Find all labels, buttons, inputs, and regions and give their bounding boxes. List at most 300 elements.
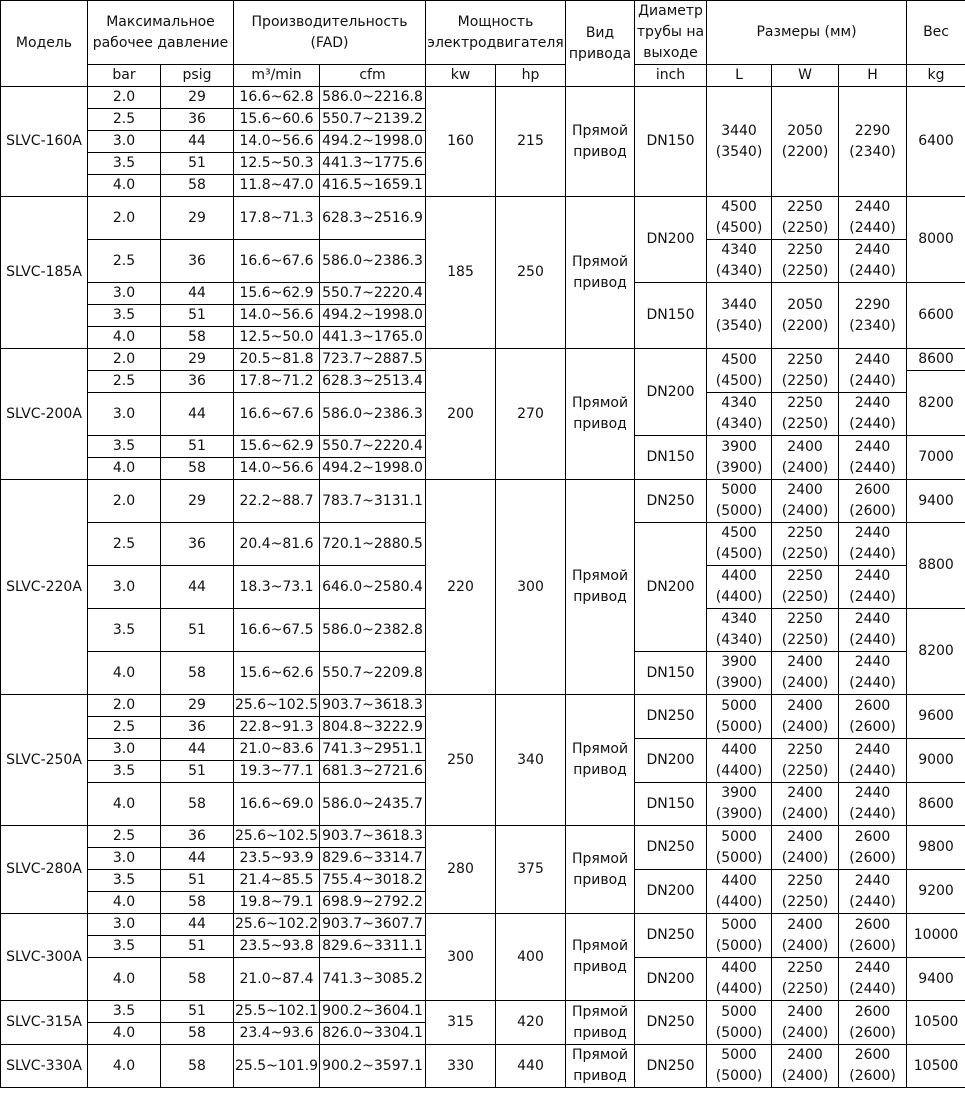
model-name: SLVC-200A xyxy=(1,349,88,480)
dim-width-alt-value: (2250) xyxy=(781,893,829,910)
fad-cfm: 416.5~1659.1 xyxy=(320,175,426,197)
pressure-bar: 3.5 xyxy=(88,936,161,958)
dim-height-alt-value: (2440) xyxy=(849,762,896,779)
dim-height-value: 2440 xyxy=(854,872,891,889)
dim-height-value: 2600 xyxy=(854,482,891,498)
dim-width xyxy=(772,958,839,1001)
pressure-bar: 3.0 xyxy=(88,393,161,436)
dim-length xyxy=(707,958,772,1001)
pressure-psig: 44 xyxy=(161,566,234,609)
dim-height-value: 2290 xyxy=(854,122,891,139)
fad-cfm: 550.7~2209.8 xyxy=(320,652,426,695)
unit-width: W xyxy=(772,65,839,87)
table-row xyxy=(1,349,965,371)
pressure-bar: 3.5 xyxy=(88,305,161,327)
model-name: SLVC-330A xyxy=(1,1045,88,1088)
dim-height xyxy=(839,87,907,197)
dim-height xyxy=(839,783,907,826)
pressure-bar: 4.0 xyxy=(88,175,161,197)
dim-length-value: 4400 xyxy=(721,960,757,976)
header-power: Мощность электродвигателя xyxy=(426,1,566,65)
dim-height-alt-value: (2440) xyxy=(849,806,896,822)
pressure-psig: 36 xyxy=(161,826,234,848)
dim-width-value: 2250 xyxy=(787,741,823,758)
dim-width xyxy=(772,783,839,826)
fad-cfm: 586.0~2386.3 xyxy=(320,240,426,283)
model-name: SLVC-280A xyxy=(1,826,88,914)
dim-height-alt-value: (2600) xyxy=(849,1068,896,1084)
drive-type: Прямой привод xyxy=(566,87,635,197)
fad-m3min: 14.0~56.6 xyxy=(234,131,320,153)
pressure-psig: 58 xyxy=(161,652,234,695)
fad-cfm: 494.2~1998.0 xyxy=(320,131,426,153)
fad-cfm: 586.0~2382.8 xyxy=(320,609,426,652)
dim-width-alt-value: (2250) xyxy=(781,372,829,389)
dim-height-alt-value: (2440) xyxy=(849,589,896,605)
weight-kg: 9000 xyxy=(907,739,965,783)
dim-width-value: 2050 xyxy=(787,122,823,139)
dim-height xyxy=(839,240,907,283)
dim-length-alt-value: (3900) xyxy=(715,806,763,822)
dim-width-alt-value: (2400) xyxy=(781,718,829,735)
dim-height xyxy=(839,914,907,958)
unit-psig: psig xyxy=(161,65,234,87)
dim-width xyxy=(772,240,839,283)
fad-cfm: 741.3~3085.2 xyxy=(320,958,426,1001)
dim-length-value: 4400 xyxy=(721,568,757,584)
dim-height-value: 2440 xyxy=(854,395,891,411)
table-row xyxy=(1,87,965,109)
pressure-bar: 4.0 xyxy=(88,892,161,914)
dim-width-value: 2250 xyxy=(787,525,823,541)
dim-length xyxy=(707,523,772,566)
unit-m3min: m³/min xyxy=(234,65,320,87)
dim-width-alt-value: (2250) xyxy=(781,632,829,648)
model-name: SLVC-315A xyxy=(1,1001,88,1045)
pipe-diameter: DN250 xyxy=(635,1045,707,1088)
pressure-bar: 2.0 xyxy=(88,695,161,717)
drive-type: Прямой привод xyxy=(566,349,635,480)
dim-height xyxy=(839,958,907,1001)
dim-height-value: 2440 xyxy=(854,568,891,584)
fad-cfm: 550.7~2139.2 xyxy=(320,109,426,131)
drive-type: Прямой привод xyxy=(566,480,635,695)
dim-width-value: 2250 xyxy=(787,242,823,258)
pressure-bar: 4.0 xyxy=(88,1045,161,1088)
pressure-psig: 29 xyxy=(161,87,234,109)
dim-width-alt-value: (2400) xyxy=(781,937,829,954)
fad-cfm: 720.1~2880.5 xyxy=(320,523,426,566)
dim-height xyxy=(839,523,907,566)
pipe-diameter: DN250 xyxy=(635,826,707,870)
dim-length-alt-value: (5000) xyxy=(715,937,763,954)
drive-type: Прямой привод xyxy=(566,695,635,826)
drive-type: Прямой привод xyxy=(566,197,635,349)
dim-length xyxy=(707,436,772,480)
pressure-psig: 36 xyxy=(161,523,234,566)
pressure-psig: 44 xyxy=(161,914,234,936)
pressure-bar: 3.0 xyxy=(88,914,161,936)
dim-width-value: 2250 xyxy=(787,960,823,976)
fad-cfm: 550.7~2220.4 xyxy=(320,436,426,458)
dim-height xyxy=(839,436,907,480)
dim-height-value: 2440 xyxy=(854,351,891,368)
fad-m3min: 17.8~71.3 xyxy=(234,197,320,240)
model-name: SLVC-300A xyxy=(1,914,88,1001)
pressure-bar: 3.0 xyxy=(88,131,161,153)
dim-width-value: 2400 xyxy=(787,828,823,845)
pipe-diameter: DN150 xyxy=(635,87,707,197)
dim-length xyxy=(707,349,772,393)
unit-hp: hp xyxy=(496,65,566,87)
pressure-bar: 3.5 xyxy=(88,1001,161,1023)
dim-width xyxy=(772,695,839,739)
dim-width xyxy=(772,197,839,240)
fad-cfm: 586.0~2435.7 xyxy=(320,783,426,826)
power-hp: 300 xyxy=(496,480,566,695)
dim-height-alt-value: (2600) xyxy=(849,937,896,954)
dim-length-value: 4500 xyxy=(721,525,757,541)
weight-kg: 10000 xyxy=(907,914,965,958)
pressure-psig: 51 xyxy=(161,761,234,783)
dim-length-alt-value: (4400) xyxy=(715,762,763,779)
header-pressure: Максимальное рабочее давление xyxy=(88,1,234,65)
dim-width-value: 2250 xyxy=(787,351,823,368)
dim-length-value: 3900 xyxy=(721,785,757,801)
dim-height-alt-value: (2440) xyxy=(849,546,896,562)
unit-height: H xyxy=(839,65,907,87)
fad-m3min: 15.6~62.6 xyxy=(234,652,320,695)
pressure-psig: 44 xyxy=(161,393,234,436)
dim-length xyxy=(707,826,772,870)
fad-m3min: 21.0~83.6 xyxy=(234,739,320,761)
table-row xyxy=(1,914,965,936)
pipe-diameter: DN200 xyxy=(635,349,707,436)
fad-cfm: 494.2~1998.0 xyxy=(320,305,426,327)
fad-m3min: 12.5~50.0 xyxy=(234,327,320,349)
dim-height-alt-value: (2600) xyxy=(849,503,896,519)
dim-width-value: 2400 xyxy=(787,654,823,670)
dim-length-value: 3900 xyxy=(721,654,757,670)
fad-cfm: 755.4~3018.2 xyxy=(320,870,426,892)
dim-height-value: 2600 xyxy=(854,828,891,845)
header-pipe: Диаметр трубы на выходе xyxy=(635,1,707,65)
dim-width-value: 2250 xyxy=(787,568,823,584)
dim-height-alt-value: (2340) xyxy=(849,143,896,160)
dim-height-value: 2440 xyxy=(854,960,891,976)
dim-height xyxy=(839,609,907,652)
dim-height-alt-value: (2440) xyxy=(849,263,896,279)
fad-cfm: 586.0~2216.8 xyxy=(320,87,426,109)
pressure-bar: 3.0 xyxy=(88,739,161,761)
fad-cfm: 441.3~1765.0 xyxy=(320,327,426,349)
power-kw: 315 xyxy=(426,1001,496,1045)
dim-height xyxy=(839,695,907,739)
pressure-bar: 4.0 xyxy=(88,458,161,480)
table-row xyxy=(1,1001,965,1023)
dim-width xyxy=(772,870,839,914)
fad-m3min: 16.6~67.5 xyxy=(234,609,320,652)
pressure-psig: 58 xyxy=(161,458,234,480)
dim-width xyxy=(772,826,839,870)
dim-height-alt-value: (2440) xyxy=(849,893,896,910)
power-hp: 400 xyxy=(496,914,566,1001)
model-name: SLVC-250A xyxy=(1,695,88,826)
fad-m3min: 25.6~102.2 xyxy=(234,914,320,936)
fad-m3min: 22.8~91.3 xyxy=(234,717,320,739)
pipe-diameter: DN250 xyxy=(635,695,707,739)
dim-width xyxy=(772,87,839,197)
pressure-psig: 29 xyxy=(161,197,234,240)
dim-height xyxy=(839,480,907,523)
dim-height-value: 2440 xyxy=(854,654,891,670)
header-dims: Размеры (мм) xyxy=(707,1,907,65)
dim-length xyxy=(707,283,772,349)
power-kw: 220 xyxy=(426,480,496,695)
dim-width-value: 2250 xyxy=(787,395,823,411)
power-hp: 375 xyxy=(496,826,566,914)
dim-length-alt-value: (3900) xyxy=(715,459,763,476)
dim-length-value: 3440 xyxy=(721,296,757,313)
dim-height xyxy=(839,283,907,349)
fad-cfm: 723.7~2887.5 xyxy=(320,349,426,371)
dim-width xyxy=(772,393,839,436)
dim-length-alt-value: (4340) xyxy=(715,416,763,432)
dim-height xyxy=(839,566,907,609)
dim-length-value: 4340 xyxy=(721,242,757,258)
fad-cfm: 628.3~2513.4 xyxy=(320,371,426,393)
pipe-diameter: DN150 xyxy=(635,783,707,826)
dim-width xyxy=(772,1001,839,1045)
dim-height xyxy=(839,739,907,783)
dim-height-alt-value: (2600) xyxy=(849,1024,896,1041)
dim-height xyxy=(839,197,907,240)
fad-cfm: 741.3~2951.1 xyxy=(320,739,426,761)
weight-kg: 9200 xyxy=(907,870,965,914)
dim-width-alt-value: (2250) xyxy=(781,416,829,432)
dim-height-alt-value: (2440) xyxy=(849,675,896,691)
dim-length-alt-value: (3540) xyxy=(715,317,763,334)
pressure-psig: 58 xyxy=(161,1045,234,1088)
fad-m3min: 14.0~56.6 xyxy=(234,458,320,480)
fad-cfm: 783.7~3131.1 xyxy=(320,480,426,523)
table-row xyxy=(1,480,965,523)
dim-height-alt-value: (2440) xyxy=(849,981,896,997)
pressure-bar: 2.0 xyxy=(88,349,161,371)
pressure-psig: 36 xyxy=(161,109,234,131)
fad-m3min: 11.8~47.0 xyxy=(234,175,320,197)
pressure-psig: 58 xyxy=(161,1023,234,1045)
power-hp: 270 xyxy=(496,349,566,480)
pressure-bar: 2.0 xyxy=(88,480,161,523)
model-name: SLVC-185A xyxy=(1,197,88,349)
pressure-psig: 36 xyxy=(161,717,234,739)
fad-m3min: 20.4~81.6 xyxy=(234,523,320,566)
pressure-psig: 44 xyxy=(161,283,234,305)
fad-m3min: 25.5~102.1 xyxy=(234,1001,320,1023)
unit-bar: bar xyxy=(88,65,161,87)
pressure-bar: 2.5 xyxy=(88,717,161,739)
pressure-bar: 3.5 xyxy=(88,153,161,175)
dim-length xyxy=(707,652,772,695)
pressure-psig: 44 xyxy=(161,739,234,761)
table-row xyxy=(1,1045,965,1088)
fad-cfm: 826.0~3304.1 xyxy=(320,1023,426,1045)
fad-cfm: 441.3~1775.6 xyxy=(320,153,426,175)
dim-length-alt-value: (3900) xyxy=(715,675,763,691)
table-row xyxy=(1,695,965,717)
fad-m3min: 22.2~88.7 xyxy=(234,480,320,523)
dim-length-value: 5000 xyxy=(721,828,757,845)
dim-width xyxy=(772,652,839,695)
pressure-psig: 51 xyxy=(161,1001,234,1023)
fad-cfm: 550.7~2220.4 xyxy=(320,283,426,305)
dim-height-value: 2440 xyxy=(854,438,891,455)
dim-length-alt-value: (3540) xyxy=(715,143,763,160)
pipe-diameter: DN150 xyxy=(635,283,707,349)
dim-height-alt-value: (2340) xyxy=(849,317,896,334)
unit-kg: kg xyxy=(907,65,965,87)
dim-height-value: 2440 xyxy=(854,525,891,541)
pressure-psig: 51 xyxy=(161,936,234,958)
dim-length-value: 5000 xyxy=(721,1003,757,1020)
fad-m3min: 23.5~93.9 xyxy=(234,848,320,870)
dim-width-value: 2250 xyxy=(787,872,823,889)
fad-m3min: 19.8~79.1 xyxy=(234,892,320,914)
dim-length-alt-value: (5000) xyxy=(715,1068,763,1084)
fad-cfm: 804.8~3222.9 xyxy=(320,717,426,739)
pressure-psig: 36 xyxy=(161,240,234,283)
dim-length xyxy=(707,1045,772,1088)
fad-cfm: 903.7~3607.7 xyxy=(320,914,426,936)
dim-length-alt-value: (5000) xyxy=(715,718,763,735)
dim-height-alt-value: (2600) xyxy=(849,718,896,735)
weight-kg: 9600 xyxy=(907,695,965,739)
dim-width-value: 2400 xyxy=(787,785,823,801)
pressure-bar: 2.0 xyxy=(88,197,161,240)
weight-kg: 8200 xyxy=(907,609,965,695)
dim-height-value: 2440 xyxy=(854,741,891,758)
weight-kg: 6400 xyxy=(907,87,965,197)
pressure-bar: 4.0 xyxy=(88,652,161,695)
power-hp: 340 xyxy=(496,695,566,826)
dim-height-value: 2440 xyxy=(854,199,891,215)
pressure-bar: 3.0 xyxy=(88,283,161,305)
pressure-bar: 3.0 xyxy=(88,566,161,609)
dim-length-value: 4400 xyxy=(721,741,757,758)
dim-length-value: 5000 xyxy=(721,697,757,714)
pipe-diameter: DN200 xyxy=(635,739,707,783)
pressure-psig: 51 xyxy=(161,609,234,652)
dim-length xyxy=(707,1001,772,1045)
dim-height-value: 2600 xyxy=(854,697,891,714)
header-fad: Производительность (FAD) xyxy=(234,1,426,65)
power-hp: 440 xyxy=(496,1045,566,1088)
dim-width-alt-value: (2200) xyxy=(781,143,829,160)
pressure-bar: 3.5 xyxy=(88,761,161,783)
dim-height-value: 2440 xyxy=(854,785,891,801)
fad-m3min: 21.0~87.4 xyxy=(234,958,320,1001)
weight-kg: 10500 xyxy=(907,1045,965,1088)
dim-length xyxy=(707,240,772,283)
power-hp: 250 xyxy=(496,197,566,349)
weight-kg: 10500 xyxy=(907,1001,965,1045)
weight-kg: 9400 xyxy=(907,958,965,1001)
fad-m3min: 15.6~60.6 xyxy=(234,109,320,131)
fad-cfm: 900.2~3604.1 xyxy=(320,1001,426,1023)
dim-height xyxy=(839,652,907,695)
dim-height-alt-value: (2600) xyxy=(849,849,896,866)
dim-length-alt-value: (4500) xyxy=(715,372,763,389)
dim-width-alt-value: (2400) xyxy=(781,1024,829,1041)
dim-height-alt-value: (2440) xyxy=(849,459,896,476)
specs-body xyxy=(1,87,965,1088)
weight-kg: 7000 xyxy=(907,436,965,480)
fad-cfm: 628.3~2516.9 xyxy=(320,197,426,240)
pipe-diameter: DN250 xyxy=(635,480,707,523)
dim-length-alt-value: (4400) xyxy=(715,893,763,910)
dim-length-alt-value: (4340) xyxy=(715,632,763,648)
dim-height-value: 2440 xyxy=(854,611,891,627)
dim-height-value: 2600 xyxy=(854,916,891,933)
dim-width-value: 2250 xyxy=(787,199,823,215)
dim-height-alt-value: (2440) xyxy=(849,372,896,389)
dim-width-alt-value: (2400) xyxy=(781,503,829,519)
dim-width-alt-value: (2250) xyxy=(781,546,829,562)
pressure-bar: 2.5 xyxy=(88,240,161,283)
dim-width-alt-value: (2250) xyxy=(781,263,829,279)
dim-width xyxy=(772,566,839,609)
fad-m3min: 12.5~50.3 xyxy=(234,153,320,175)
drive-type: Прямой привод xyxy=(566,1001,635,1045)
pressure-psig: 58 xyxy=(161,783,234,826)
dim-height-alt-value: (2440) xyxy=(849,632,896,648)
weight-kg: 8600 xyxy=(907,349,965,371)
dim-height-value: 2290 xyxy=(854,296,891,313)
drive-type: Прямой привод xyxy=(566,826,635,914)
power-hp: 215 xyxy=(496,87,566,197)
dim-width xyxy=(772,349,839,393)
dim-length-value: 5000 xyxy=(721,1047,757,1063)
fad-m3min: 15.6~62.9 xyxy=(234,436,320,458)
dim-length-value: 3440 xyxy=(721,122,757,139)
power-kw: 160 xyxy=(426,87,496,197)
power-hp: 420 xyxy=(496,1001,566,1045)
dim-width-alt-value: (2250) xyxy=(781,589,829,605)
pressure-bar: 3.5 xyxy=(88,870,161,892)
pressure-bar: 2.5 xyxy=(88,371,161,393)
dim-height-value: 2440 xyxy=(854,242,891,258)
dim-length-value: 5000 xyxy=(721,916,757,933)
fad-m3min: 25.5~101.9 xyxy=(234,1045,320,1088)
dim-width-alt-value: (2400) xyxy=(781,849,829,866)
dim-length-alt-value: (5000) xyxy=(715,503,763,519)
dim-length xyxy=(707,480,772,523)
power-kw: 200 xyxy=(426,349,496,480)
model-name: SLVC-160A xyxy=(1,87,88,197)
header-drive: Вид привода xyxy=(566,1,635,87)
dim-width-alt-value: (2400) xyxy=(781,1068,829,1084)
dim-length-value: 4340 xyxy=(721,395,757,411)
pressure-psig: 58 xyxy=(161,958,234,1001)
pressure-psig: 51 xyxy=(161,305,234,327)
pressure-psig: 51 xyxy=(161,436,234,458)
dim-length xyxy=(707,609,772,652)
pipe-diameter: DN200 xyxy=(635,958,707,1001)
dim-width xyxy=(772,436,839,480)
pressure-psig: 58 xyxy=(161,327,234,349)
dim-length xyxy=(707,695,772,739)
